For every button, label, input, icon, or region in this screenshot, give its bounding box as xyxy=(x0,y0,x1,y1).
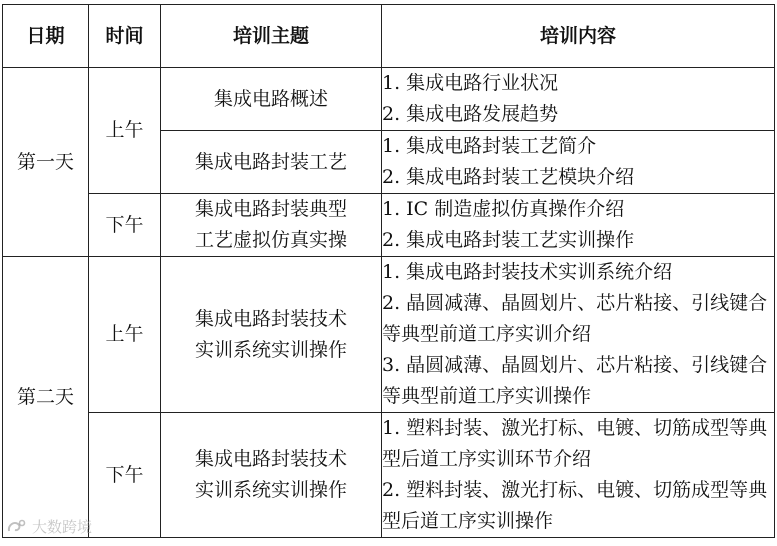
training-content xyxy=(382,131,775,194)
content-line: 2. 集成电路封装工艺模块介绍 xyxy=(382,166,635,188)
topic-line: 集成电路封装典型 xyxy=(194,198,347,220)
training-content xyxy=(382,194,775,257)
brand-logo-icon xyxy=(6,518,28,536)
training-content xyxy=(382,257,775,413)
content-line: 2. 集成电路封装工艺实训操作 xyxy=(382,229,635,251)
training-topic xyxy=(161,131,382,194)
day-label: 第一天 xyxy=(3,68,89,257)
table-row xyxy=(3,257,775,413)
header-date: 日期 xyxy=(3,5,89,68)
content-line: 1. 集成电路封装工艺简介 xyxy=(382,135,597,157)
watermark xyxy=(6,516,92,537)
content-line: 2. 集成电路发展趋势 xyxy=(382,103,559,125)
training-topic xyxy=(161,194,382,257)
session-time: 下午 xyxy=(89,413,161,538)
content-line: 1. 集成电路行业状况 xyxy=(382,72,559,94)
training-content xyxy=(382,68,775,131)
session-time: 下午 xyxy=(89,194,161,257)
content-line: 3. 晶圆减薄、晶圆划片、芯片粘接、引线键合等典型前道工序实训操作 xyxy=(382,354,768,407)
training-topic xyxy=(161,68,382,131)
topic-line: 工艺虚拟仿真实操 xyxy=(194,229,347,251)
topic-line: 实训系统实训操作 xyxy=(194,338,347,361)
training-topic xyxy=(161,413,382,538)
topic-line: 集成电路封装技术 xyxy=(194,307,347,330)
session-time: 上午 xyxy=(89,257,161,413)
session-time: 上午 xyxy=(89,68,161,194)
table-row xyxy=(3,413,775,538)
header-content: 培训内容 xyxy=(382,5,775,68)
training-topic xyxy=(161,257,382,413)
training-content xyxy=(382,413,775,538)
content-line: 1. IC 制造虚拟仿真操作介绍 xyxy=(382,198,625,220)
header-row xyxy=(3,5,775,68)
topic-line: 实训系统实训操作 xyxy=(194,479,347,501)
content-line: 1. 集成电路封装技术实训系统介绍 xyxy=(382,261,673,283)
topic-line: 集成电路概述 xyxy=(213,87,328,110)
content-line: 2. 塑料封装、激光打标、电镀、切筋成型等典型后道工序实训操作 xyxy=(382,479,768,532)
header-topic: 培训主题 xyxy=(161,5,382,68)
content-line: 2. 晶圆减薄、晶圆划片、芯片粘接、引线键合等典型前道工序实训介绍 xyxy=(382,292,768,345)
training-schedule-table xyxy=(2,4,775,538)
watermark-text: 大数跨境 xyxy=(32,518,93,536)
header-time: 时间 xyxy=(89,5,161,68)
table-row xyxy=(3,194,775,257)
day-label: 第二天 xyxy=(3,257,89,538)
table-row xyxy=(3,68,775,131)
topic-line: 集成电路封装工艺 xyxy=(194,150,347,173)
topic-line: 集成电路封装技术 xyxy=(194,448,347,470)
content-line: 1. 塑料封装、激光打标、电镀、切筋成型等典型后道工序实训环节介绍 xyxy=(382,417,768,470)
